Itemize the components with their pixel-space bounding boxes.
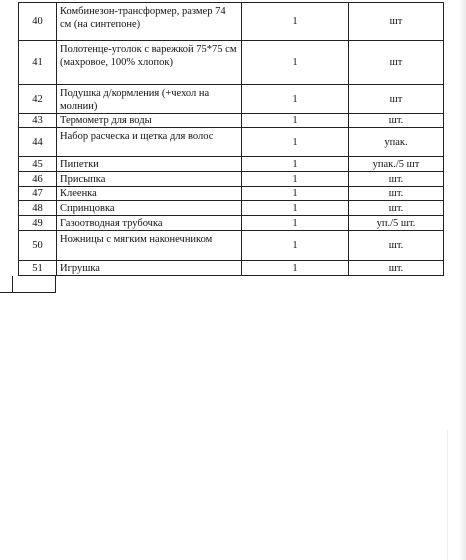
- empty-trailing-cell: [0, 276, 56, 293]
- item-quantity: 1: [242, 216, 349, 231]
- row-number: 48: [19, 201, 57, 216]
- item-name: Присыпка: [57, 172, 242, 187]
- item-name: Пипетки: [57, 157, 242, 172]
- item-unit: шт.: [349, 187, 444, 201]
- row-number: 45: [19, 157, 57, 172]
- row-number: 40: [19, 3, 57, 41]
- item-name: Комбинезон-трансформер, размер 74 см (на синтепоне): [57, 3, 242, 41]
- row-number: 41: [19, 41, 57, 85]
- item-name: Ножницы с мягким наконечником: [57, 231, 242, 261]
- item-unit: упак./5 шт: [349, 157, 444, 172]
- left-margin-column: [0, 0, 18, 292]
- item-unit: шт.: [349, 231, 444, 261]
- empty-trailing-cell-divider: [0, 276, 13, 292]
- table-row: [19, 114, 444, 128]
- item-unit: шт.: [349, 261, 444, 276]
- row-number: 51: [19, 261, 57, 276]
- page-edge-shadow: [459, 0, 466, 560]
- row-number: 50: [19, 231, 57, 261]
- table-row: [19, 157, 444, 172]
- row-number: 49: [19, 216, 57, 231]
- item-name: Спринцовка: [57, 201, 242, 216]
- item-quantity: 1: [242, 201, 349, 216]
- row-number: 43: [19, 114, 57, 128]
- item-quantity: 1: [242, 41, 349, 85]
- item-unit: шт: [349, 41, 444, 85]
- table-row: [19, 201, 444, 216]
- item-quantity: 1: [242, 85, 349, 114]
- item-unit: шт.: [349, 201, 444, 216]
- item-quantity: 1: [242, 157, 349, 172]
- item-name: Набор расческа и щетка для волос: [57, 128, 242, 157]
- item-quantity: 1: [242, 3, 349, 41]
- item-name: Термометр для воды: [57, 114, 242, 128]
- item-quantity: 1: [242, 172, 349, 187]
- item-name: Газоотводная трубочка: [57, 216, 242, 231]
- items-table: [18, 2, 444, 276]
- item-name: Полотенце-уголок с варежкой 75*75 см (махровое, 100% хлопок): [57, 41, 242, 85]
- row-number: 46: [19, 172, 57, 187]
- item-unit: шт: [349, 3, 444, 41]
- table-row: [19, 128, 444, 157]
- item-name: Игрушка: [57, 261, 242, 276]
- item-quantity: 1: [242, 231, 349, 261]
- table-row: [19, 3, 444, 41]
- page-fold-line: [447, 430, 448, 560]
- item-unit: упак.: [349, 128, 444, 157]
- table-row: [19, 216, 444, 231]
- table-row: [19, 261, 444, 276]
- item-unit: уп./5 шт.: [349, 216, 444, 231]
- table-row: [19, 41, 444, 85]
- item-name: Клеенка: [57, 187, 242, 201]
- table-row: [19, 231, 444, 261]
- item-unit: шт.: [349, 114, 444, 128]
- row-number: 47: [19, 187, 57, 201]
- item-quantity: 1: [242, 261, 349, 276]
- table-row: [19, 85, 444, 114]
- row-number: 42: [19, 85, 57, 114]
- item-quantity: 1: [242, 114, 349, 128]
- item-name: Подушка д/кормления (+чехол на молнии): [57, 85, 242, 114]
- item-unit: шт: [349, 85, 444, 114]
- item-unit: шт.: [349, 172, 444, 187]
- row-number: 44: [19, 128, 57, 157]
- item-quantity: 1: [242, 128, 349, 157]
- table-row: [19, 172, 444, 187]
- item-quantity: 1: [242, 187, 349, 201]
- table-row: [19, 187, 444, 201]
